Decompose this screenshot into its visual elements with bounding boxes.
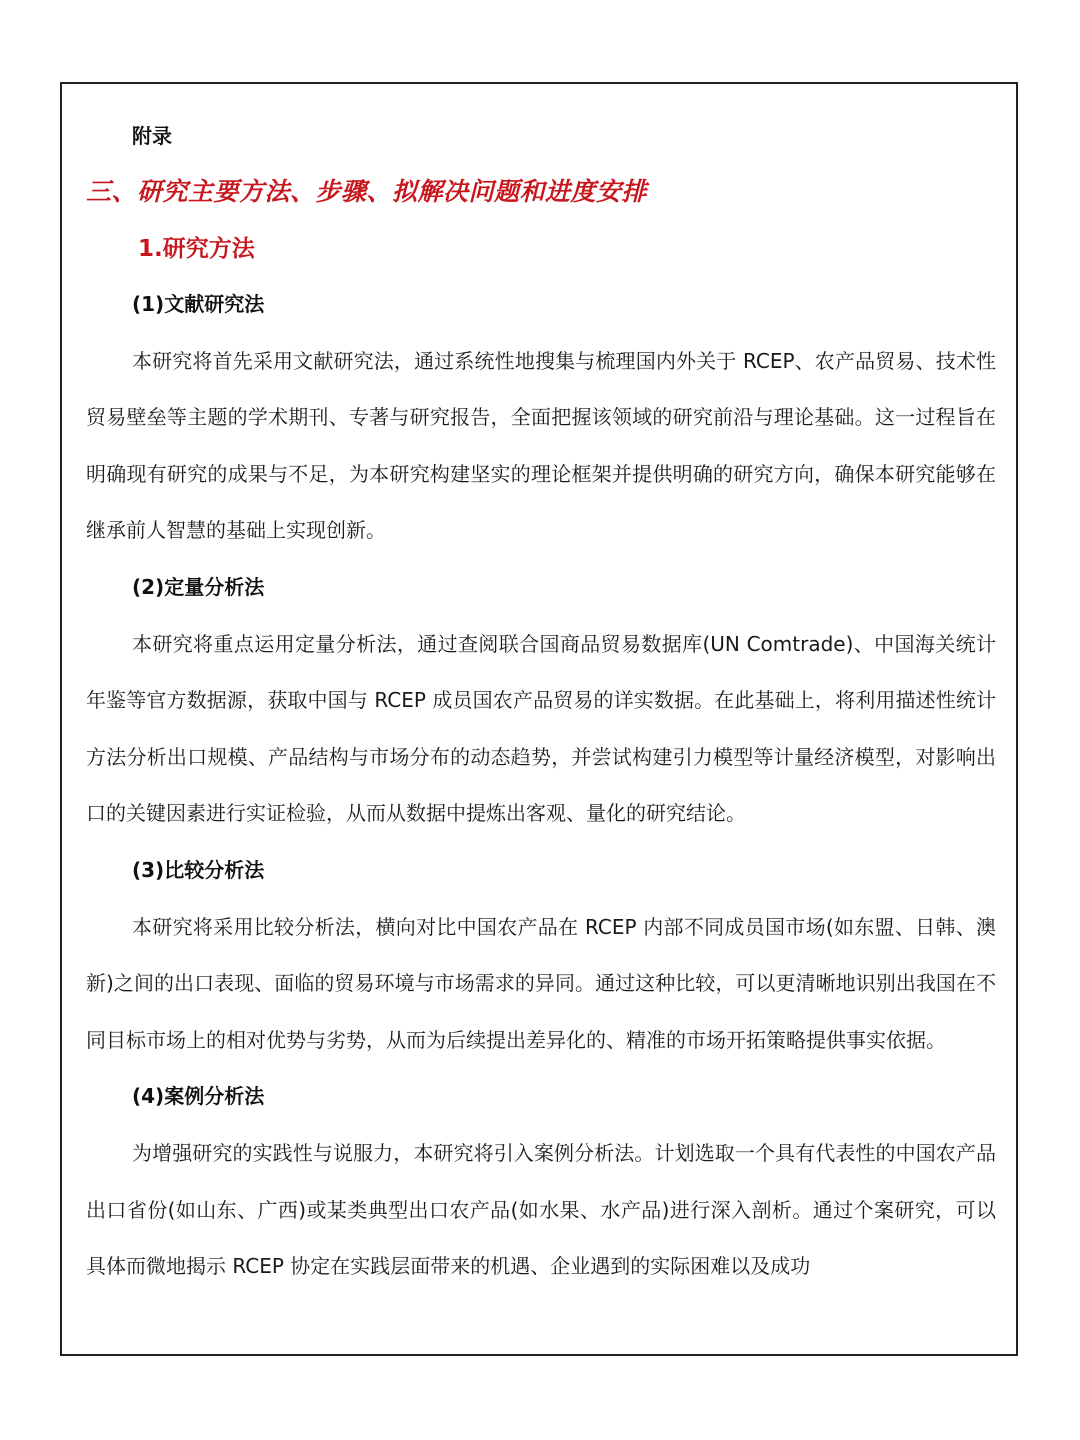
method-paragraph: 本研究将重点运用定量分析法，通过查阅联合国商品贸易数据库(UN Comtrade)、中国海关统计年鉴等官方数据源，获取中国与 RCEP 成员国农产品贸易的详实数据。在此基础上，将利用描述性统计方法分析出口规模、产品结构与市场分布的动态趋势，并尝试构建引力模型等计量经济模型，对影响出口的关键因素进行实证检验，从而从数据中提炼出客观、量化的研究结论。 [86, 631, 996, 826]
document-frame [60, 82, 1018, 1356]
method-quantitative [86, 559, 996, 842]
appendix-label: 附录 [132, 124, 172, 148]
method-paragraph: 本研究将首先采用文献研究法，通过系统性地搜集与梳理国内外关于 RCEP、农产品贸易、技术性贸易壁垒等主题的学术期刊、专著与研究报告，全面把握该领域的研究前沿与理论基础。这一过程旨在明确现有研究的成果与不足，为本研究构建坚实的理论框架并提供明确的研究方向，确保本研究能够在继承前人智慧的基础上实现创新。 [86, 348, 996, 543]
method-paragraph: 为增强研究的实践性与说服力，本研究将引入案例分析法。计划选取一个具有代表性的中国农产品出口省份(如山东、广西)或某类典型出口农产品(如水果、水产品)进行深入剖析。通过个案研究，可以具体而微地揭示 RCEP 协定在实践层面带来的机遇、企业遇到的实际困难以及成功 [86, 1140, 996, 1279]
method-literature [86, 276, 996, 559]
method-case-study [86, 1068, 996, 1294]
method-comparative [86, 842, 996, 1068]
method-heading: (4)案例分析法 [132, 1084, 265, 1109]
content-body [86, 276, 996, 1295]
section-title: 三、研究主要方法、步骤、拟解决问题和进度安排 [86, 177, 648, 206]
method-heading: (2)定量分析法 [132, 574, 265, 599]
method-paragraph: 本研究将采用比较分析法，横向对比中国农产品在 RCEP 内部不同成员国市场(如东盟、日韩、澳新)之间的出口表现、面临的贸易环境与市场需求的异同。通过这种比较，可以更清晰地识别出我国在不同目标市场上的相对优势与劣势，从而为后续提出差异化的、精准的市场开拓策略提供事实依据。 [86, 914, 996, 1052]
method-heading: (1)文献研究法 [132, 292, 265, 316]
subsection-title: 1.研究方法 [138, 236, 255, 262]
method-heading: (3)比较分析法 [132, 857, 265, 882]
